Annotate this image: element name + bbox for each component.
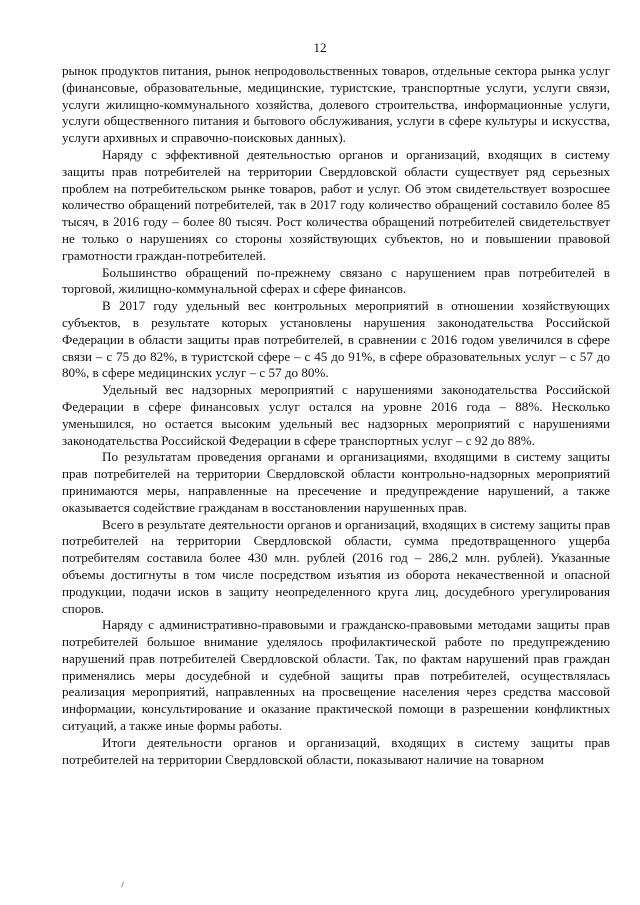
- body-text: [62, 63, 610, 768]
- paragraph-9: Итоги деятельности органов и организаций, входящих в систему защиты прав потребителей на территории Свердловской области, показывают наличие на товарном: [62, 734, 610, 767]
- paragraph-6: По результатам проведения органами и организациями, входящими в систему защиты прав потребителей на территории Свердловской области контрольно-надзорных мероприятий принимаются меры, направленные на пресечение и предупреждение нарушений, а также оказывается содействие гражданам в восстановлении нарушенных прав.: [62, 449, 610, 515]
- paragraph-8: Наряду с административно-правовыми и гражданско-правовыми методами защиты прав потребителей большое внимание уделялось профилактической работе по предупреждению нарушений прав потребителей Свердловской области. Так, по фактам нарушений прав граждан применялись меры досудебной и судебной защиты прав потребителей, осуществлялась реализация мероприятий, направленных на просвещение населения через средства массовой информации, консультирование и оказание практической помощи в разрешении конфликтных ситуаций, а также иные формы работы.: [62, 617, 610, 734]
- scan-artifact-mark: [121, 881, 127, 888]
- paragraph-1: рынок продуктов питания, рынок непродовольственных товаров, отдельные сектора рынка услуг (финансовые, образовательные, медицинские, туристские, транспортные услуги, услуги связи, услуги жилищно-коммунального хозяйства, долевого строительства, информационные услуги, услуги общественного питания и бытового обслуживания, услуги в сфере культуры и искусства, услуги архивных и справочно-поисковых данных).: [62, 63, 610, 146]
- paragraph-3: Большинство обращений по-прежнему связано с нарушением прав потребителей в торговой, жилищно-коммунальной сферах и сфере финансов.: [62, 264, 610, 297]
- paragraph-4: В 2017 году удельный вес контрольных мероприятий в отношении хозяйствующих субъектов, в результате которых установлены нарушения законодательства Российской Федерации в области защиты прав потребителей, в сравнении с 2016 годом увеличился в сфере связи – с 75 до 82%, в туристской сфере – с 45 до 91%, в сфере образовательных услуг – с 57 до 80%, в сфере медицинских услуг – с 57 до 80%.: [62, 298, 610, 381]
- paragraph-7: Всего в результате деятельности органов и организаций, входящих в систему защиты прав потребителей на территории Свердловской области, сумма предотвращенного ущерба потребителям составила более 430 млн. рублей (2016 год – 286,2 млн. рублей). Указанные объемы достигнуты в том числе посредством изъятия из оборота некачественной и опасной продукции, подачи исков в защиту неопределенного круга лиц, досудебного урегулирования споров.: [62, 516, 610, 616]
- paragraph-2: Наряду с эффективной деятельностью органов и организаций, входящих в систему защиты прав потребителей на территории Свердловской области существует ряд серьезных проблем на потребительском рынке товаров, работ и услуг. Об этом свидетельствует возросшее количество обращений потребителей, так в 2017 году количество обращений составило более 85 тысяч, в 2016 году – более 80 тысяч. Рост количества обращений потребителей свидетельствует не только о нарушениях со стороны хозяйствующих субъектов, но и повышении правовой грамотности граждан-потребителей.: [62, 146, 610, 263]
- paragraph-5: Удельный вес надзорных мероприятий с нарушениями законодательства Российской Федерации в сфере финансовых услуг остался на уровне 2016 года – 88%. Несколько уменьшился, но остается высоким удельный вес надзорных мероприятий с нарушениями законодательства Российской Федерации в сфере транспортных услуг – с 92 до 88%.: [62, 382, 610, 448]
- page-number: 12: [313, 40, 327, 55]
